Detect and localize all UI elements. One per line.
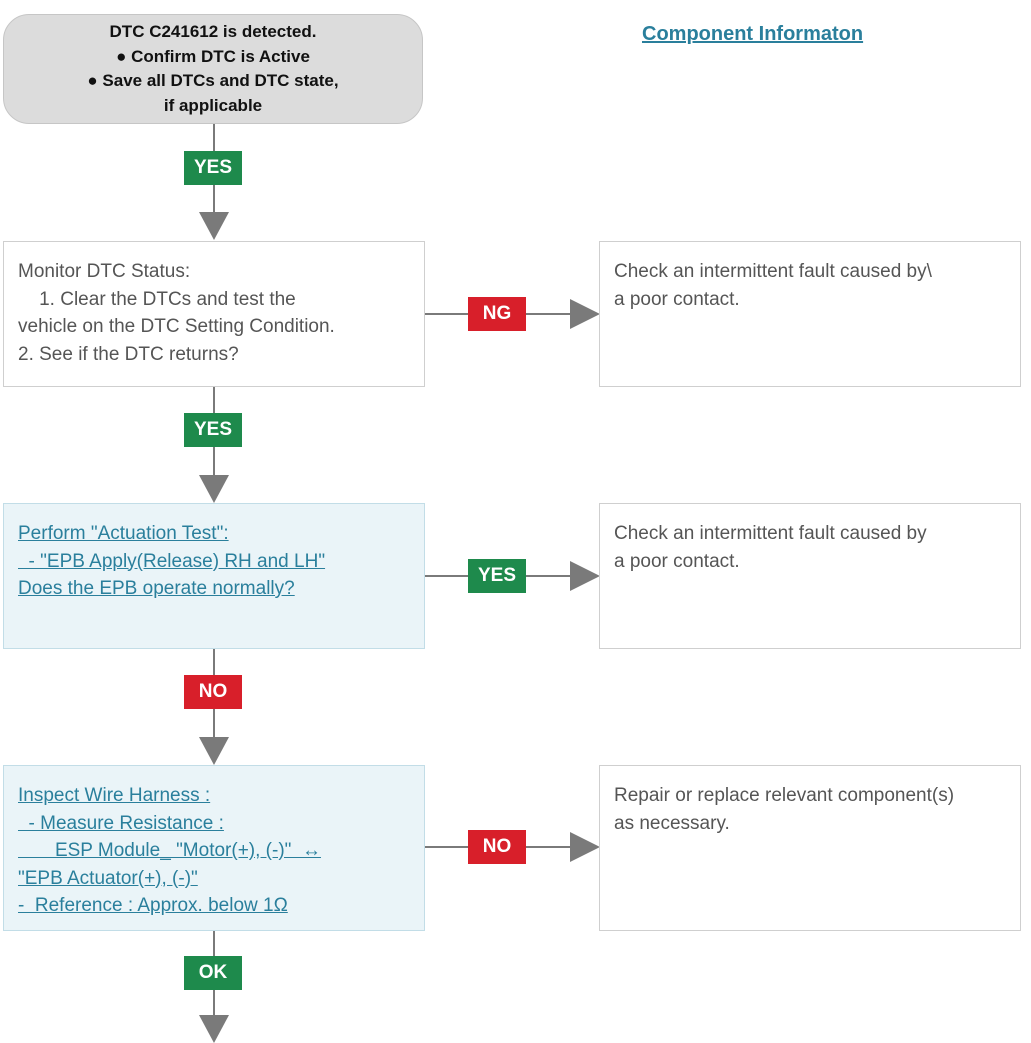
ng-badge: NG: [468, 297, 526, 331]
step-line: Perform "Actuation Test":: [18, 523, 229, 544]
result-line: Repair or replace relevant component(s): [614, 785, 955, 806]
result-box-intermittent-fault-1: [599, 241, 1021, 387]
result-line: as necessary.: [614, 812, 730, 834]
start-line-3: ● Save all DTCs and DTC state,: [87, 71, 339, 90]
step-line: 1. Clear the DTCs and test the: [18, 288, 296, 310]
arrow-down-icon: [199, 1015, 229, 1043]
result-box-repair-replace: [599, 765, 1021, 931]
step-line: Does the EPB operate normally?: [18, 578, 295, 599]
arrow-down-icon: [199, 475, 229, 503]
start-line-2: ● Confirm DTC is Active: [116, 46, 310, 66]
step-line: - "EPB Apply(Release) RH and LH": [18, 550, 326, 572]
arrow-right-icon: [570, 832, 600, 862]
component-information-link[interactable]: Component Informaton: [642, 23, 864, 45]
step-actuation-test[interactable]: [3, 503, 425, 649]
result-line: a poor contact.: [614, 550, 740, 572]
step-line: - Reference : Approx. below 1Ω: [18, 895, 288, 916]
arrow-down-icon: [199, 737, 229, 765]
yes-badge: YES: [184, 413, 242, 447]
step-line: Inspect Wire Harness :: [18, 785, 211, 806]
result-line: Check an intermittent fault caused by\: [614, 261, 932, 282]
result-line: Check an intermittent fault caused by: [614, 523, 927, 544]
step-line: "EPB Actuator(+), (-)": [18, 867, 198, 889]
no-badge: NO: [468, 830, 526, 864]
step-line: Monitor DTC Status:: [18, 261, 191, 282]
start-line-4: if applicable: [163, 95, 263, 115]
step-line: 2. See if the DTC returns?: [18, 343, 239, 365]
start-node: [3, 14, 423, 124]
start-line-1: DTC C241612 is detected.: [109, 22, 317, 41]
arrow-down-icon: [199, 212, 229, 240]
yes-badge: YES: [468, 559, 526, 593]
arrow-right-icon: [570, 299, 600, 329]
ok-badge: OK: [184, 956, 242, 990]
step-line: - Measure Resistance :: [18, 812, 224, 834]
step-line: vehicle on the DTC Setting Condition.: [18, 316, 335, 337]
arrow-right-icon: [570, 561, 600, 591]
result-box-intermittent-fault-2: [599, 503, 1021, 649]
no-badge: NO: [184, 675, 242, 709]
result-line: a poor contact.: [614, 288, 740, 310]
step-monitor-dtc-status: [3, 241, 425, 387]
yes-badge: YES: [184, 151, 242, 185]
step-inspect-wire-harness[interactable]: [3, 765, 425, 931]
step-line: ESP Module_ "Motor(+), (-)" ↔: [18, 840, 321, 861]
